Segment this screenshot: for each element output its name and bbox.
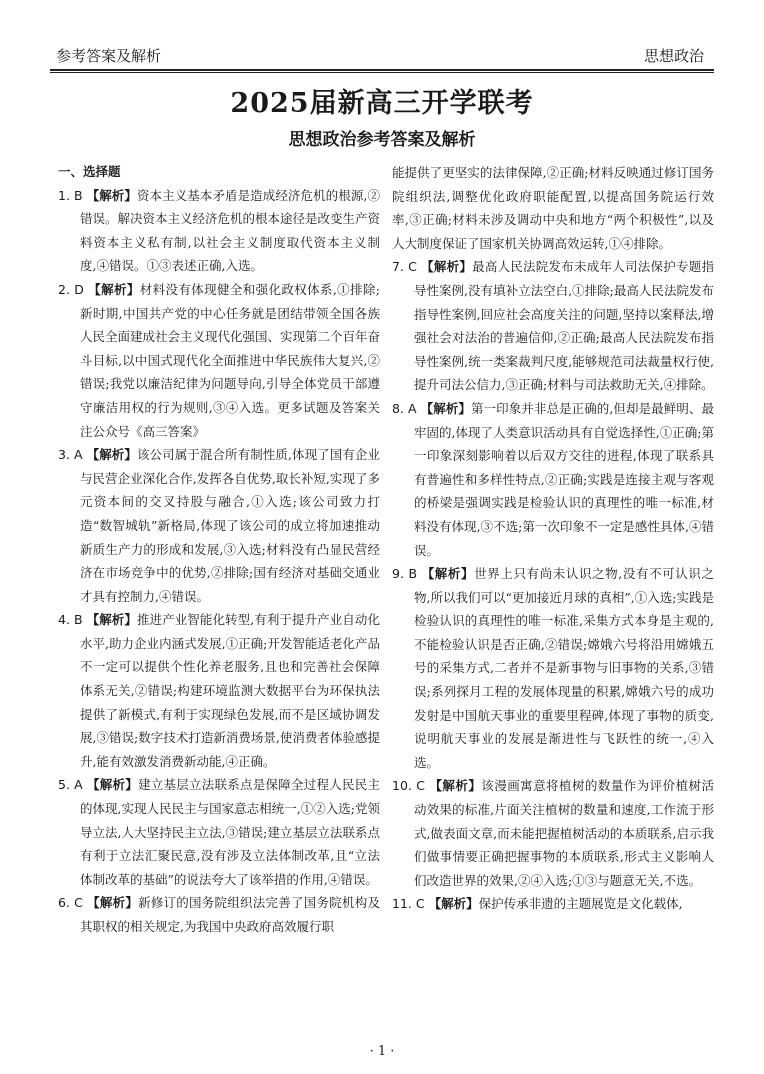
answer-number: 10. C bbox=[392, 778, 426, 794]
answer-item bbox=[392, 892, 714, 916]
page-subtitle: 思想政治参考答案及解析 bbox=[288, 130, 476, 150]
analysis-tag: 【解析】 bbox=[86, 447, 137, 463]
analysis-tag: 【解析】 bbox=[88, 281, 140, 297]
answer-number: 2. D bbox=[58, 281, 84, 297]
answer-item bbox=[58, 773, 380, 891]
answer-number: 7. C bbox=[392, 259, 417, 275]
answer-item bbox=[58, 443, 380, 608]
answer-text: 该漫画寓意将植树的数量作为评价植树活动效果的标准,片面关注植树的数量和速度,工作流于形式,做表面文章,而未能把握植树活动的本质联系,启示我们做事情要正确把握事物的本质联系,形式主义影响人们改造世界的效果,②④入选;①③与题意无关,不选。 bbox=[414, 778, 714, 888]
answer-item bbox=[58, 184, 380, 278]
answer-text: 保护传承非遗的主题展览是文化载体, bbox=[478, 896, 683, 912]
page-title: 2025届新高三开学联考 bbox=[230, 88, 534, 119]
header-right: 思想政治 bbox=[643, 47, 704, 65]
analysis-tag: 【解析】 bbox=[421, 259, 473, 275]
answer-number: 6. C bbox=[58, 895, 83, 911]
answer-text: 最高人民法院发布未成年人司法保护专题指导性案例,没有填补立法空白,①排除;最高人民法院发布指导性案例,回应社会高度关注的问题,坚持以案释法,增强社会对法治的普遍信仰,②正确;最高人民法院发布指导性案例,统一类案裁判尺度,能够规范司法裁量权行使,提升司法公信力,③正确;材料与司法救助无关,④排除。 bbox=[414, 259, 714, 393]
answer-number: 1. B bbox=[58, 187, 83, 203]
answer-text: 材料没有体现健全和强化政权体系,①排除;新时期,中国共产党的中心任务就是团结带领全国各族人民全面建成社会主义现代化强国、实现第二个百年奋斗目标,以中国式现代化全面推进中华民族伟大复兴,②错误;我党以廉洁纪律为问题导向,引导全体党员干部遵守廉洁用权的行为规则,③④入选。更多试题及答案关注公众号《高三答案》 bbox=[80, 281, 381, 439]
header-rule-thin bbox=[50, 72, 714, 73]
answer-text: 资本主义基本矛盾是造成经济危机的根源,②错误。解决资本主义经济危机的根本途径是改变生产资料资本主义私有制,以社会主义制度取代资本主义制度,④错误。①③表述正确,入选。 bbox=[80, 187, 381, 274]
answer-item bbox=[392, 774, 714, 892]
section-heading: 一、选择题 bbox=[58, 164, 121, 179]
header-rule bbox=[50, 69, 714, 71]
analysis-tag: 【解析】 bbox=[428, 896, 479, 912]
answer-text: 建立基层立法联系点是保障全过程人民民主的体现,实现人民民主与国家意志相统一,①②入选;党领导立法,人大坚持民主立法,③错误;建立基层立法联系点有利于立法汇聚民意,没有涉及立法体制改革,且“立法体制改革的基础”的说法夸大了该举措的作用,④错误。 bbox=[80, 777, 380, 887]
answer-item bbox=[58, 891, 380, 938]
answer-number: 9. B bbox=[392, 566, 418, 582]
answer-number: 8. A bbox=[392, 400, 417, 416]
answer-item bbox=[58, 278, 380, 443]
analysis-tag: 【解析】 bbox=[86, 612, 137, 628]
answer-item bbox=[392, 397, 714, 562]
answer-text: 世界上只有尚未认识之物,没有不可认识之物,所以我们可以“更加接近月球的真相”,①入选;实践是检验认识的真理性的唯一标准,采集方式本身是主观的,不能检验认识是否正确,②错误;嫦娥六号将沿用嫦娥五号的采集方式,二者并不是新事物与旧事物的关系,③错误;系列探月工程的发展体现量的积累,嫦娥六号的成功发射是中国航天事业的重要里程碑,体现了事物的质变,说明航天事业的发展是渐进性与飞跃性的统一,④入选。 bbox=[414, 566, 714, 770]
header-left: 参考答案及解析 bbox=[56, 47, 162, 65]
answer-item bbox=[392, 255, 714, 397]
answer-number: 11. C bbox=[392, 896, 425, 912]
answer-text: 新修订的国务院组织法完善了国务院机构及其职权的相关规定,为我国中央政府高效履行职 bbox=[80, 895, 380, 934]
analysis-tag: 【解析】 bbox=[421, 566, 475, 582]
analysis-tag: 【解析】 bbox=[420, 400, 471, 416]
left-column bbox=[58, 160, 380, 939]
answer-number: 3. A bbox=[58, 447, 83, 463]
right-column bbox=[392, 161, 714, 916]
answer-item bbox=[392, 562, 714, 774]
answer-text: 该公司属于混合所有制性质,体现了国有企业与民营企业深化合作,发挥各自优势,取长补短,实现了多元资本间的交叉持股与融合,①入选;该公司致力打造“数智城轨”新格局,体现了该公司的成立将加速推动新质生产力的形成和发展,③入选;材料没有凸显民营经济在市场竞争中的优势,②排除;国有经济对基础交通业才具有控制力,④错误。 bbox=[80, 447, 380, 604]
answer-number: 4. B bbox=[58, 612, 83, 628]
analysis-tag: 【解析】 bbox=[86, 777, 138, 793]
analysis-tag: 【解析】 bbox=[86, 187, 137, 203]
answer-item bbox=[392, 161, 714, 255]
answer-text: 第一印象并非总是正确的,但却是最鲜明、最牢固的,体现了人类意识活动具有自觉选择性,①正确;第一印象深刻影响着以后双方交往的进程,体现了联系具有普遍性和多样性特点,②正确;实践是连接主观与客观的桥梁是强调实践是检验认识的真理性的唯一标准,材料没有体现,③不选;第一次印象不一定是感性具体,④错误。 bbox=[414, 400, 714, 558]
answer-text: 推进产业智能化转型,有利于提升产业自动化水平,助力企业内涵式发展,①正确;开发智能适老化产品不一定可以提供个性化养老服务,且也和完善社会保障体系无关,②错误;构建环境监测大数据平台为环保执法提供了新模式,有利于实现绿色发展,而不是区域协调发展,③错误;数字技术打造新消费场景,使消费者体验感提升,能有效激发消费新动能,④正确。 bbox=[80, 612, 380, 769]
page-number: · 1 · bbox=[369, 1044, 395, 1059]
analysis-tag: 【解析】 bbox=[429, 778, 482, 794]
answer-item bbox=[58, 608, 380, 773]
analysis-tag: 【解析】 bbox=[87, 895, 139, 911]
answer-text: 能提供了更坚实的法律保障,②正确;材料反映通过修订国务院组织法,调整优化政府职能配置,以提高国务院运行效率,③正确;材料未涉及调动中央和地方“两个积极性”,以及人大制度保证了国家机关协调高效运转,①④排除。 bbox=[392, 165, 714, 251]
answer-number: 5. A bbox=[58, 777, 83, 793]
